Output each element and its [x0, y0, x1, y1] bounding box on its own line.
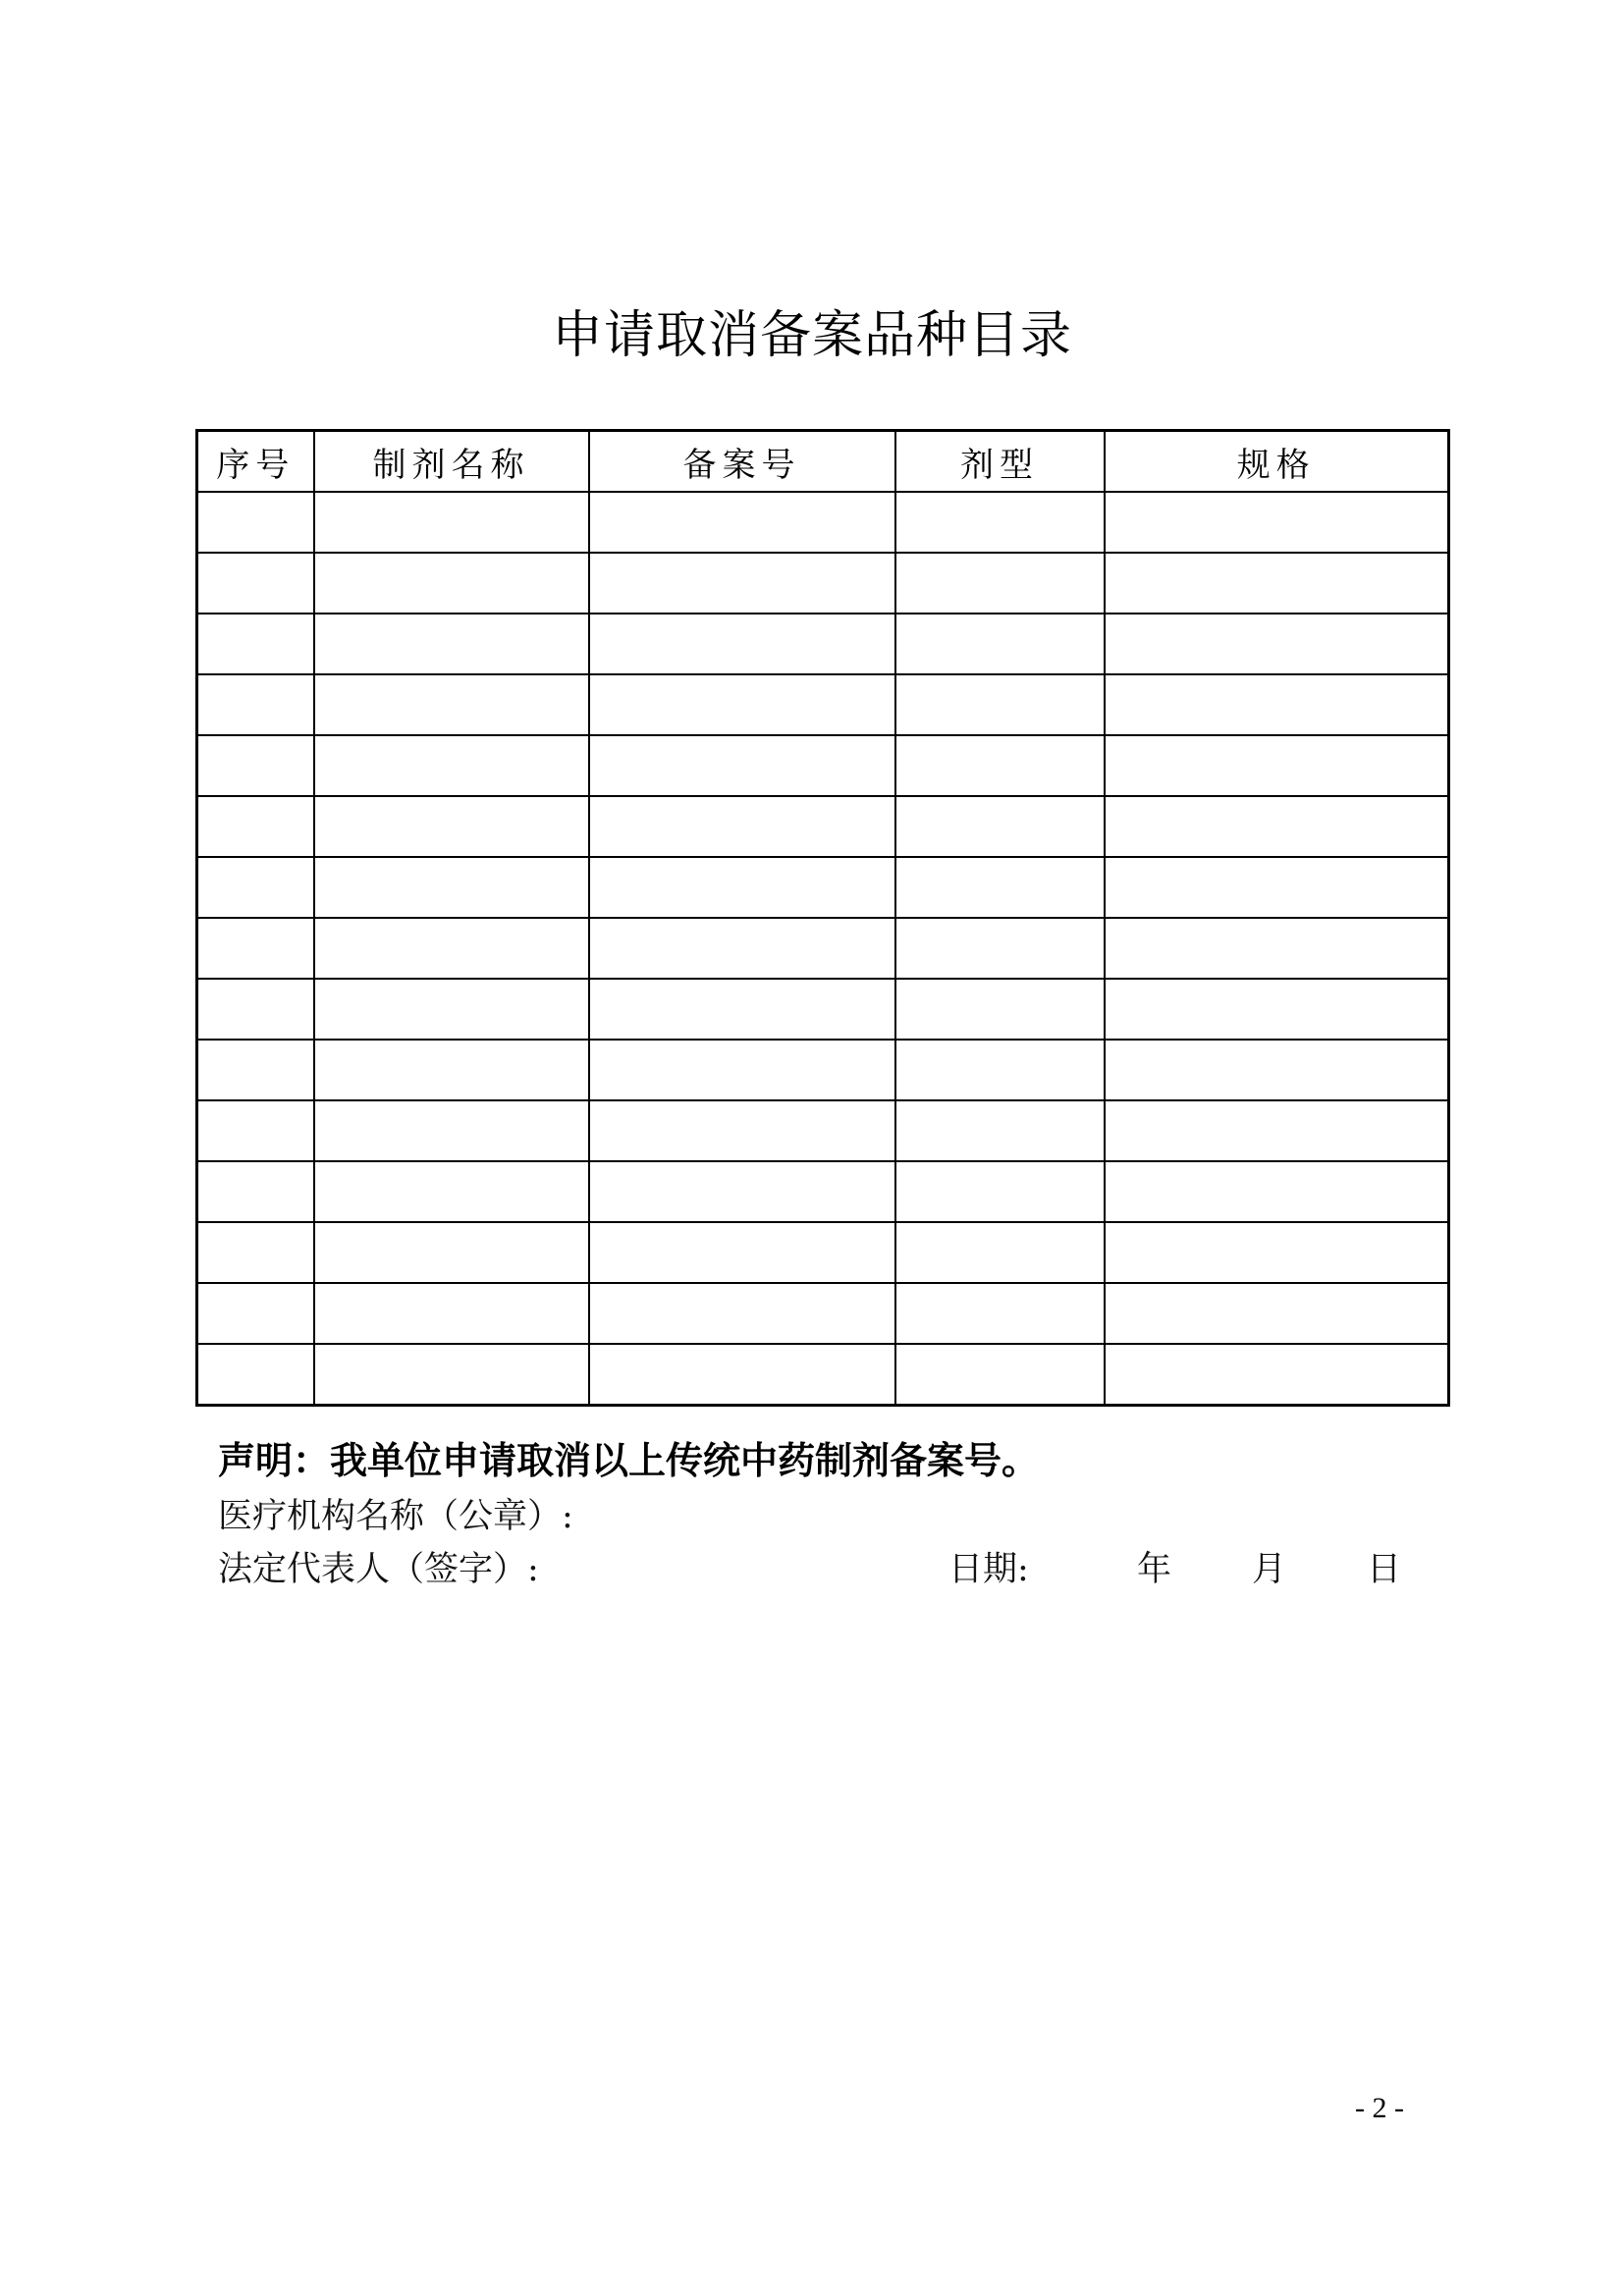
- table-row: [197, 796, 1449, 857]
- cell-specification[interactable]: [1105, 553, 1449, 614]
- cell-specification[interactable]: [1105, 1040, 1449, 1100]
- table-row: [197, 1161, 1449, 1222]
- cell-serial-number[interactable]: [197, 979, 314, 1040]
- cell-preparation-name[interactable]: [314, 492, 589, 553]
- cell-filing-number[interactable]: [589, 614, 895, 674]
- cell-dosage-form[interactable]: [895, 492, 1105, 553]
- cell-serial-number[interactable]: [197, 1040, 314, 1100]
- cell-preparation-name[interactable]: [314, 918, 589, 979]
- header-serial-number: 序号: [197, 431, 314, 493]
- cell-preparation-name[interactable]: [314, 553, 589, 614]
- cell-specification[interactable]: [1105, 674, 1449, 735]
- cell-dosage-form[interactable]: [895, 674, 1105, 735]
- cell-specification[interactable]: [1105, 796, 1449, 857]
- cell-serial-number[interactable]: [197, 735, 314, 796]
- cell-preparation-name[interactable]: [314, 857, 589, 918]
- table-row: [197, 1100, 1449, 1161]
- cell-filing-number[interactable]: [589, 492, 895, 553]
- cell-filing-number[interactable]: [589, 1040, 895, 1100]
- cell-preparation-name[interactable]: [314, 1100, 589, 1161]
- page-number: - 2 -: [1355, 2092, 1404, 2124]
- cell-specification[interactable]: [1105, 492, 1449, 553]
- table-row: [197, 979, 1449, 1040]
- cell-specification[interactable]: [1105, 614, 1449, 674]
- date-year-label: 年: [1137, 1550, 1172, 1589]
- cell-dosage-form[interactable]: [895, 1283, 1105, 1344]
- cell-specification[interactable]: [1105, 1161, 1449, 1222]
- cell-dosage-form[interactable]: [895, 1222, 1105, 1283]
- cell-serial-number[interactable]: [197, 857, 314, 918]
- cell-filing-number[interactable]: [589, 735, 895, 796]
- table-row: [197, 614, 1449, 674]
- cell-preparation-name[interactable]: [314, 614, 589, 674]
- cell-filing-number[interactable]: [589, 553, 895, 614]
- date-label: 日期:: [948, 1550, 1029, 1589]
- institution-seal-label: 医疗机构名称（公章）:: [218, 1497, 573, 1536]
- cell-dosage-form[interactable]: [895, 1040, 1105, 1100]
- catalog-table: [195, 429, 1450, 1407]
- cell-preparation-name[interactable]: [314, 1344, 589, 1406]
- header-filing-number: 备案号: [589, 431, 895, 493]
- cell-filing-number[interactable]: [589, 857, 895, 918]
- table-row: [197, 1283, 1449, 1344]
- cell-dosage-form[interactable]: [895, 796, 1105, 857]
- legal-representative-signature-label: 法定代表人（签字）:: [218, 1550, 539, 1589]
- cell-filing-number[interactable]: [589, 1222, 895, 1283]
- cell-preparation-name[interactable]: [314, 1161, 589, 1222]
- cell-filing-number[interactable]: [589, 796, 895, 857]
- table-row: [197, 1040, 1449, 1100]
- cell-dosage-form[interactable]: [895, 735, 1105, 796]
- date-month-label: 月: [1252, 1550, 1287, 1589]
- table-row: [197, 857, 1449, 918]
- header-specification: 规格: [1105, 431, 1449, 493]
- cell-preparation-name[interactable]: [314, 735, 589, 796]
- cell-dosage-form[interactable]: [895, 1344, 1105, 1406]
- cell-specification[interactable]: [1105, 857, 1449, 918]
- cell-specification[interactable]: [1105, 918, 1449, 979]
- cell-serial-number[interactable]: [197, 1100, 314, 1161]
- cell-filing-number[interactable]: [589, 979, 895, 1040]
- cell-preparation-name[interactable]: [314, 979, 589, 1040]
- cell-preparation-name[interactable]: [314, 1283, 589, 1344]
- cell-serial-number[interactable]: [197, 553, 314, 614]
- header-dosage-form: 剂型: [895, 431, 1105, 493]
- cell-specification[interactable]: [1105, 1344, 1449, 1406]
- table-row: [197, 735, 1449, 796]
- cell-serial-number[interactable]: [197, 1222, 314, 1283]
- cell-specification[interactable]: [1105, 979, 1449, 1040]
- header-preparation-name: 制剂名称: [314, 431, 589, 493]
- table-row: [197, 674, 1449, 735]
- cell-serial-number[interactable]: [197, 796, 314, 857]
- cell-dosage-form[interactable]: [895, 1100, 1105, 1161]
- cell-filing-number[interactable]: [589, 1100, 895, 1161]
- table-row: [197, 553, 1449, 614]
- cell-specification[interactable]: [1105, 735, 1449, 796]
- table-row: [197, 918, 1449, 979]
- cell-dosage-form[interactable]: [895, 857, 1105, 918]
- cell-serial-number[interactable]: [197, 614, 314, 674]
- cell-serial-number[interactable]: [197, 492, 314, 553]
- date-day-label: 日: [1367, 1550, 1402, 1589]
- cell-serial-number[interactable]: [197, 918, 314, 979]
- cell-filing-number[interactable]: [589, 1344, 895, 1406]
- cell-filing-number[interactable]: [589, 918, 895, 979]
- table-row: [197, 1222, 1449, 1283]
- cell-serial-number[interactable]: [197, 674, 314, 735]
- cell-serial-number[interactable]: [197, 1283, 314, 1344]
- cell-filing-number[interactable]: [589, 1283, 895, 1344]
- cell-preparation-name[interactable]: [314, 674, 589, 735]
- table-row: [197, 492, 1449, 553]
- cell-specification[interactable]: [1105, 1222, 1449, 1283]
- cell-preparation-name[interactable]: [314, 1040, 589, 1100]
- cell-dosage-form[interactable]: [895, 614, 1105, 674]
- cell-filing-number[interactable]: [589, 1161, 895, 1222]
- cell-dosage-form[interactable]: [895, 918, 1105, 979]
- table-body: [197, 492, 1449, 1406]
- cell-dosage-form[interactable]: [895, 553, 1105, 614]
- table-header-row: [197, 431, 1449, 493]
- cell-preparation-name[interactable]: [314, 1222, 589, 1283]
- cell-dosage-form[interactable]: [895, 979, 1105, 1040]
- cell-specification[interactable]: [1105, 1283, 1449, 1344]
- cell-preparation-name[interactable]: [314, 796, 589, 857]
- statement-text: 声明：我单位申请取消以上传统中药制剂备案号。: [218, 1439, 1040, 1482]
- cell-serial-number[interactable]: [197, 1344, 314, 1406]
- document-title: 申请取消备案品种目录: [551, 306, 1072, 365]
- cell-specification[interactable]: [1105, 1100, 1449, 1161]
- table-row: [197, 1344, 1449, 1406]
- cell-serial-number[interactable]: [197, 1161, 314, 1222]
- cell-dosage-form[interactable]: [895, 1161, 1105, 1222]
- cell-filing-number[interactable]: [589, 674, 895, 735]
